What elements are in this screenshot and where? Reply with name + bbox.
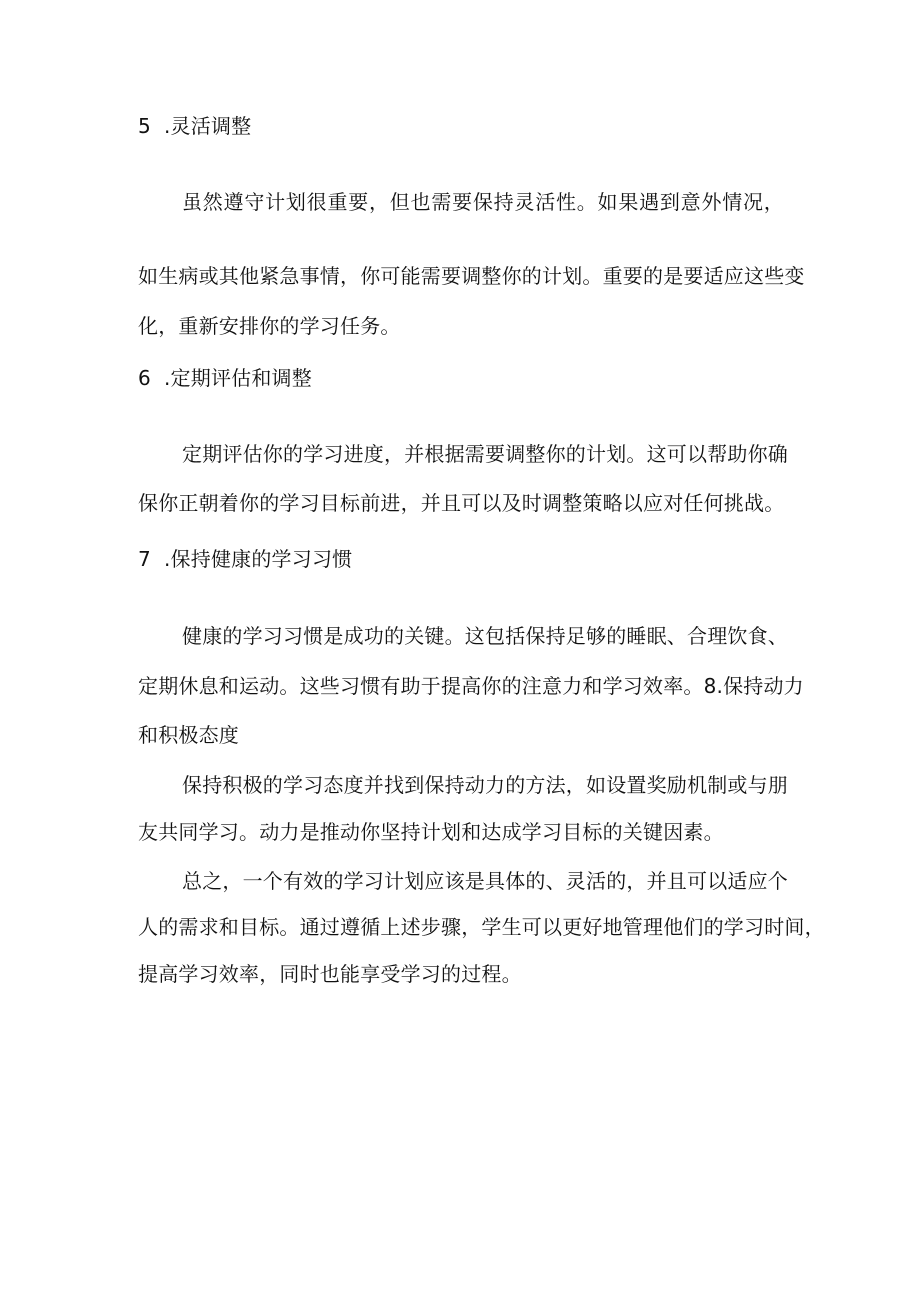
section-heading-7 (138, 545, 784, 573)
paragraph-line: 虽然遵守计划很重要，但也需要保持灵活性。如果遇到意外情况， (182, 190, 784, 214)
paragraph-line: 如生病或其他紧急事情，你可能需要调整你的计划。重要的是要适应这些变 (138, 264, 805, 288)
paragraph-line: 和积极态度 (138, 723, 239, 747)
paragraph-line: 保持积极的学习态度并找到保持动力的方法，如设置奖励机制或与朋 (182, 773, 788, 797)
paragraph-line: 保你正朝着你的学习目标前进，并且可以及时调整策略以应对任何挑战。 (138, 491, 785, 515)
paragraph-line: 总之，一个有效的学习计划应该是具体的、灵活的，并且可以适应个 (182, 869, 788, 893)
paragraph-line: 定期评估你的学习进度，并根据需要调整你的计划。这可以帮助你确 (182, 442, 788, 466)
section-heading-5 (138, 112, 784, 140)
paragraph-line: 定期休息和运动。这些习惯有助于提高你的注意力和学习效率。8.保持动力 (138, 674, 804, 698)
paragraph-line: 化，重新安排你的学习任务。 (138, 314, 401, 338)
heading-number: 7 (138, 547, 151, 571)
paragraph-line: 友共同学习。动力是推动你坚持计划和达成学习目标的关键因素。 (138, 820, 724, 844)
paragraph-line: 健康的学习习惯是成功的关键。这包括保持足够的睡眠、合理饮食、 (182, 624, 788, 648)
paragraph-line: 人的需求和目标。通过遵循上述步骤，学生可以更好地管理他们的学习时间， (138, 915, 825, 939)
heading-text: .灵活调整 (164, 114, 252, 138)
section-heading-6 (138, 364, 784, 392)
heading-number: 6 (138, 366, 151, 390)
heading-number: 5 (138, 114, 151, 138)
heading-text: .保持健康的学习习惯 (164, 547, 353, 571)
heading-text: .定期评估和调整 (164, 366, 312, 390)
paragraph-line: 提高学习效率，同时也能享受学习的过程。 (138, 962, 522, 986)
